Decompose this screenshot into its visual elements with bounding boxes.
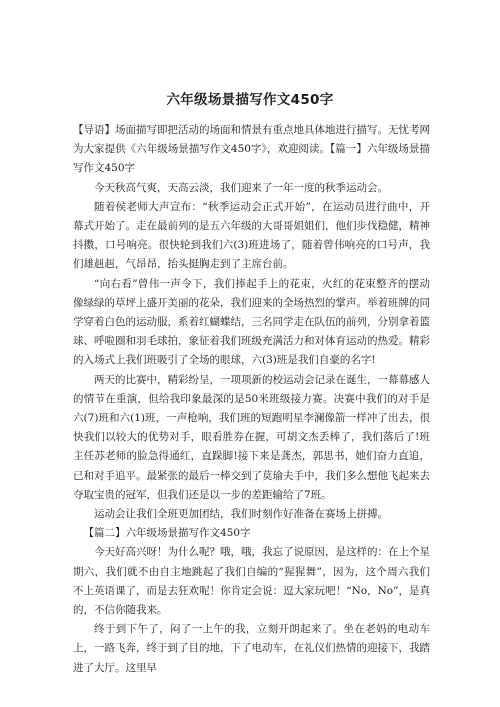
paragraph: “向右看”曾伟一声令下，我们捧起手上的花束，火红的花束整齐的摆动像绿绿的草坪上盛开美丽的花朵，我们迎来的全场热烈的掌声。举着班牌的同学穿着白色的运动服，系着红蝴蝶结，三名同学走在队伍的前列，分别拿着篮球、呼啦圈和羽毛球拍，象征着我们班级充满活力和对体育运动的热爱。精彩的入场式上我们班吸引了全场的眼球，六(3)班是我们自豪的名字!	[73, 277, 430, 367]
paragraph: 终于到下午了，闷了一上午的我，立刻开朗起来了。坐在老妈的电动车上，一路飞奔，终于到了目的地，下了电动车，在礼仪们热情的迎接下，我踏进了大厅。这里早	[73, 623, 430, 674]
section-heading: 【篇二】六年级场景描写作文450字	[83, 527, 251, 540]
paragraph: 随着侯老师大声宣布：“秋季运动会正式开始”，在运动员进行曲中，开幕式开始了。走在最前列的是五六年级的大哥哥姐姐们，他们步伐稳健，精神抖擞，口号响亮。很快轮到我们六(3)班进场了，随着曾伟响亮的口号声，我们雄赳赳，气昂昂，抬头挺胸走到了主席台前。	[73, 200, 430, 271]
paragraph: 今天秋高气爽，天高云淡，我们迎来了一年一度的秋季运动会。	[94, 181, 388, 194]
paragraph: 运动会让我们全班更加团结，我们时刻作好准备在赛场上拼搏。	[94, 508, 388, 521]
document-body	[73, 121, 430, 678]
document-title: 六年级场景描写作文450字	[166, 92, 334, 108]
paragraph: 今天好高兴呀！为什么呢？哦，哦，我忘了说原因，是这样的：在上个星期六，我们就不由自主地跳起了我们自编的“猩猩舞”，因为，这个周六我们不上英语课了，而是去狂欢呢！你肯定会说：逗大家玩吧！“No，No”，是真的，不信你随我来。	[73, 546, 430, 617]
paragraph: 【导语】场面描写即把活动的场面和情景有重点地具体地进行描写。无忧考网为大家提供《六年级场景描写作文450字》，欢迎阅读。【篇一】六年级场景描写作文450字	[73, 124, 430, 175]
paragraph: 两天的比赛中，精彩纷呈，一项项新的校运动会记录在诞生，一幕幕感人的情节在重演，但给我印象最深的是50米班级接力赛。决赛中我们的对手是六(7)班和六(1)班，一声枪响，我们班的短跑明星李澜像箭一样冲了出去，很快我们以较大的优势对手，眼看胜券在握，可胡文杰丢棒了，我们落后了!班主任苏老师的脸急得通红，直跺脚!接下来是龚杰，郭思书，她们奋力直追，已和对手追平。最紧张的最后一棒交到了莫瑜夫手中，我们多么想他飞起来去夺取宝贵的冠军，但我们还是以一步的差距输给了7班。	[73, 373, 430, 501]
